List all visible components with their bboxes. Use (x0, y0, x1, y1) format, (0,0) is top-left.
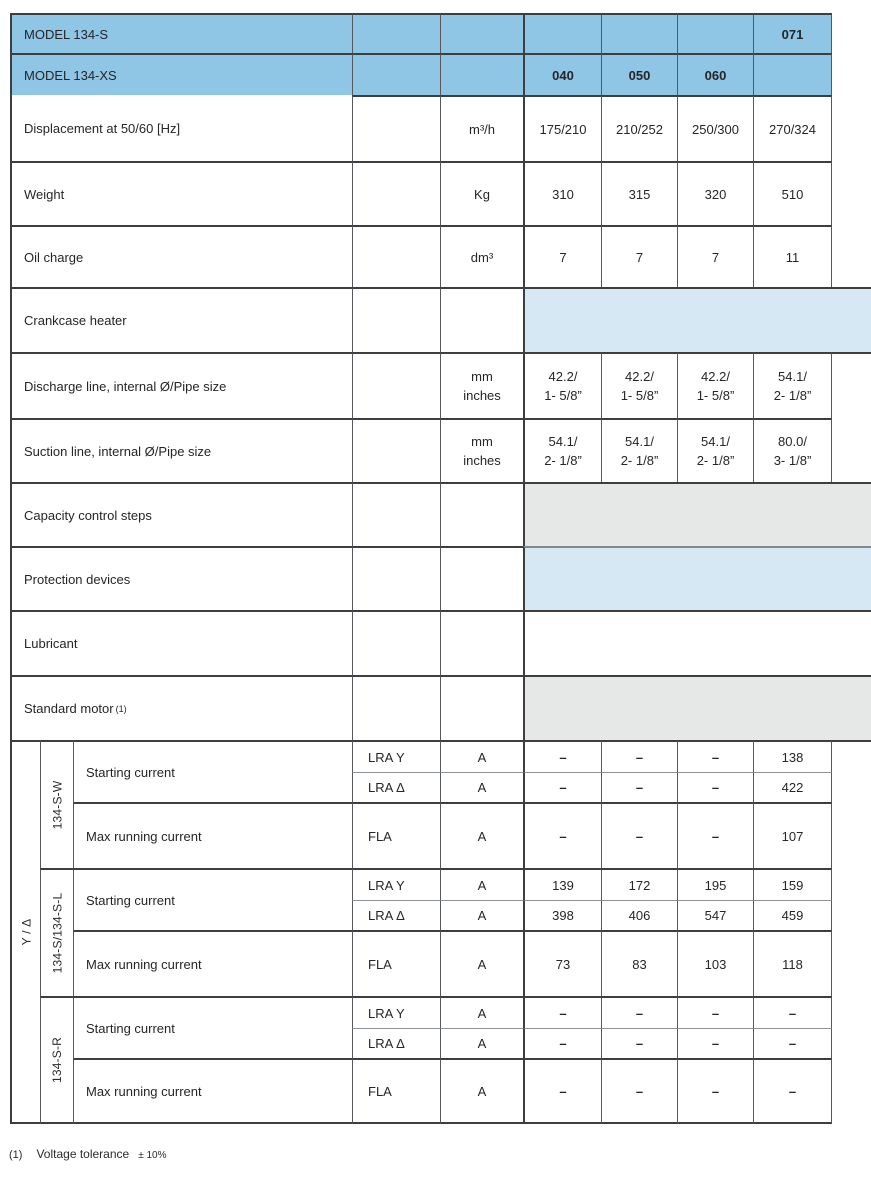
empty-cell (352, 95, 440, 161)
open-cell-lubricant (523, 610, 832, 675)
value-cell: 406 (601, 900, 677, 930)
value-cell: 315 (601, 161, 677, 225)
value-cell: – (523, 996, 601, 1028)
band-cell-motor (523, 675, 832, 740)
row-label-starting-current: Starting current (73, 996, 352, 1058)
value-cell: 118 (753, 930, 832, 996)
value-cell: 139 (523, 868, 601, 900)
footnote (9, 1147, 166, 1161)
spec-label-displacement: Displacement at 50/60 [Hz] (10, 95, 352, 161)
row-label-max-running-current: Max running current (73, 802, 352, 868)
value-line: 1- 5/8” (544, 388, 582, 403)
empty-cell (352, 53, 440, 95)
row-label-starting-current: Starting current (73, 740, 352, 802)
value-cell: 310 (523, 161, 601, 225)
value-line: 3- 1/8” (773, 453, 812, 468)
group-label-134-s-134-s-l: 134-S/134-S-L (40, 868, 73, 996)
value-line: 1- 5/8” (620, 388, 659, 403)
value-cell (601, 418, 677, 482)
value-line: 1- 5/8” (696, 388, 735, 403)
unit-cell-amps: A (440, 802, 523, 868)
row-label-starting-current: Starting current (73, 868, 352, 930)
value-cell: 210/252 (601, 95, 677, 161)
spec-label-crankcase-heater: Crankcase heater (10, 287, 352, 352)
value-cell: 103 (677, 930, 753, 996)
value-cell: – (523, 1058, 601, 1124)
value-line: 2- 1/8” (696, 453, 735, 468)
value-cell (523, 352, 601, 418)
value-cell: 7 (677, 225, 753, 287)
empty-cell (440, 675, 523, 740)
unit-cell-amps: A (440, 930, 523, 996)
model-size-cell (523, 13, 601, 53)
unit-cell-amps: A (440, 868, 523, 900)
empty-cell (352, 225, 440, 287)
band-strip-motor (832, 675, 871, 742)
spec-label-standard-motor (10, 675, 352, 740)
value-cell: 422 (753, 772, 832, 802)
value-line: 2- 1/8” (620, 453, 659, 468)
value-cell: 398 (523, 900, 601, 930)
code-cell-fla: FLA (352, 930, 440, 996)
row-label-max-running-current: Max running current (73, 1058, 352, 1124)
empty-cell (352, 352, 440, 418)
value-cell: – (601, 740, 677, 772)
value-cell: 250/300 (677, 95, 753, 161)
value-cell (677, 352, 753, 418)
value-cell: 547 (677, 900, 753, 930)
value-cell: – (601, 802, 677, 868)
value-cell: 510 (753, 161, 832, 225)
unit-cell: m³/h (440, 95, 523, 161)
empty-cell (440, 610, 523, 675)
value-cell: – (753, 1028, 832, 1058)
value-cell: – (601, 1028, 677, 1058)
unit-cell-amps: A (440, 772, 523, 802)
unit-line: mm (471, 434, 493, 449)
model-size-cell (753, 53, 832, 95)
row-label-max-running-current: Max running current (73, 930, 352, 996)
value-cell: – (601, 1058, 677, 1124)
footnote-text: Voltage tolerance (36, 1147, 130, 1161)
value-cell: – (677, 1028, 753, 1058)
model-size-cell-071: 071 (753, 13, 832, 53)
band-cell-crankcase (523, 287, 832, 352)
empty-cell (352, 13, 440, 53)
empty-cell (352, 546, 440, 610)
value-cell: – (677, 772, 753, 802)
empty-cell (440, 287, 523, 352)
value-line: 2- 1/8” (773, 388, 812, 403)
empty-cell (352, 287, 440, 352)
value-line: 42.2/ (625, 369, 654, 384)
code-cell-fla: FLA (352, 1058, 440, 1124)
unit-cell (440, 352, 523, 418)
unit-line: inches (463, 453, 501, 468)
value-line: 54.1/ (778, 369, 807, 384)
spec-label-oil-charge: Oil charge (10, 225, 352, 287)
band-strip-crankcase (832, 287, 871, 354)
band-cell-capacity (523, 482, 832, 546)
value-cell: – (753, 996, 832, 1028)
band-strip-protection (832, 548, 871, 612)
spec-label-weight: Weight (10, 161, 352, 225)
value-cell: – (677, 802, 753, 868)
value-cell: – (523, 1028, 601, 1058)
value-cell: 172 (601, 868, 677, 900)
model-size-cell (677, 13, 753, 53)
value-cell (601, 352, 677, 418)
footnote-ref: (1) (9, 1149, 23, 1161)
unit-cell-amps: A (440, 1028, 523, 1058)
value-cell (523, 418, 601, 482)
spec-table (10, 13, 832, 740)
group-label-134-s-r: 134-S-R (40, 996, 73, 1124)
model-134xs-label: MODEL 134-XS (10, 53, 352, 95)
value-cell: – (601, 772, 677, 802)
code-cell-lra-y: LRA Y (352, 996, 440, 1028)
value-cell: 459 (753, 900, 832, 930)
footnote-ref-marker: (1) (115, 703, 127, 714)
spec-label-lubricant: Lubricant (10, 610, 352, 675)
model-size-cell-040: 040 (523, 53, 601, 95)
value-cell: 7 (601, 225, 677, 287)
value-cell: 73 (523, 930, 601, 996)
value-line: 54.1/ (625, 434, 654, 449)
value-cell: 270/324 (753, 95, 832, 161)
value-line: 42.2/ (701, 369, 730, 384)
spec-label-capacity-control: Capacity control steps (10, 482, 352, 546)
code-cell-lra-delta: LRA Δ (352, 1028, 440, 1058)
wye-delta-side-label: Y / Δ (10, 740, 40, 1124)
unit-cell: Kg (440, 161, 523, 225)
value-line: 54.1/ (548, 434, 578, 449)
value-cell: 195 (677, 868, 753, 900)
value-cell: – (523, 772, 601, 802)
band-strip-capacity (832, 482, 871, 548)
value-cell: – (677, 740, 753, 772)
code-cell-lra-delta: LRA Δ (352, 900, 440, 930)
value-line: 42.2/ (548, 369, 578, 384)
value-line: 80.0/ (778, 434, 807, 449)
unit-cell-amps: A (440, 900, 523, 930)
value-cell: 7 (523, 225, 601, 287)
value-cell (753, 352, 832, 418)
value-cell: 11 (753, 225, 832, 287)
unit-cell-amps: A (440, 1058, 523, 1124)
empty-cell (352, 610, 440, 675)
empty-cell (440, 546, 523, 610)
value-cell (753, 418, 832, 482)
code-cell-fla: FLA (352, 802, 440, 868)
value-cell: 320 (677, 161, 753, 225)
code-cell-lra-y: LRA Y (352, 868, 440, 900)
group-label-134-s-w: 134-S-W (40, 740, 73, 868)
unit-line: mm (471, 369, 493, 384)
value-cell: 175/210 (523, 95, 601, 161)
model-size-cell-050: 050 (601, 53, 677, 95)
value-cell: 138 (753, 740, 832, 772)
empty-cell (440, 482, 523, 546)
empty-cell (352, 675, 440, 740)
model-134s-label: MODEL 134-S (10, 13, 352, 53)
code-cell-lra-y: LRA Y (352, 740, 440, 772)
unit-cell-amps: A (440, 996, 523, 1028)
unit-cell (440, 418, 523, 482)
unit-cell-amps: A (440, 740, 523, 772)
value-cell: 83 (601, 930, 677, 996)
electrical-table (10, 740, 832, 1124)
empty-cell (440, 53, 523, 95)
value-cell: – (523, 740, 601, 772)
value-line: 2- 1/8” (544, 453, 582, 468)
value-cell: 107 (753, 802, 832, 868)
unit-line: inches (463, 388, 501, 403)
value-cell: – (677, 996, 753, 1028)
value-cell: – (753, 1058, 832, 1124)
value-cell: – (523, 802, 601, 868)
spec-label-suction-line: Suction line, internal Ø/Pipe size (10, 418, 352, 482)
value-line: 54.1/ (701, 434, 730, 449)
empty-cell (352, 161, 440, 225)
unit-cell: dm³ (440, 225, 523, 287)
footnote-value: ± 10% (138, 1150, 167, 1161)
spec-label-protection-devices: Protection devices (10, 546, 352, 610)
model-size-cell-060: 060 (677, 53, 753, 95)
value-cell (677, 418, 753, 482)
code-cell-lra-delta: LRA Δ (352, 772, 440, 802)
value-cell: – (601, 996, 677, 1028)
empty-cell (440, 13, 523, 53)
spec-label-discharge-line: Discharge line, internal Ø/Pipe size (10, 352, 352, 418)
band-cell-protection (523, 546, 832, 610)
empty-cell (352, 482, 440, 546)
empty-cell (352, 418, 440, 482)
value-cell: 159 (753, 868, 832, 900)
value-cell: – (677, 1058, 753, 1124)
model-size-cell (601, 13, 677, 53)
standard-motor-text: Standard motor (24, 701, 114, 716)
